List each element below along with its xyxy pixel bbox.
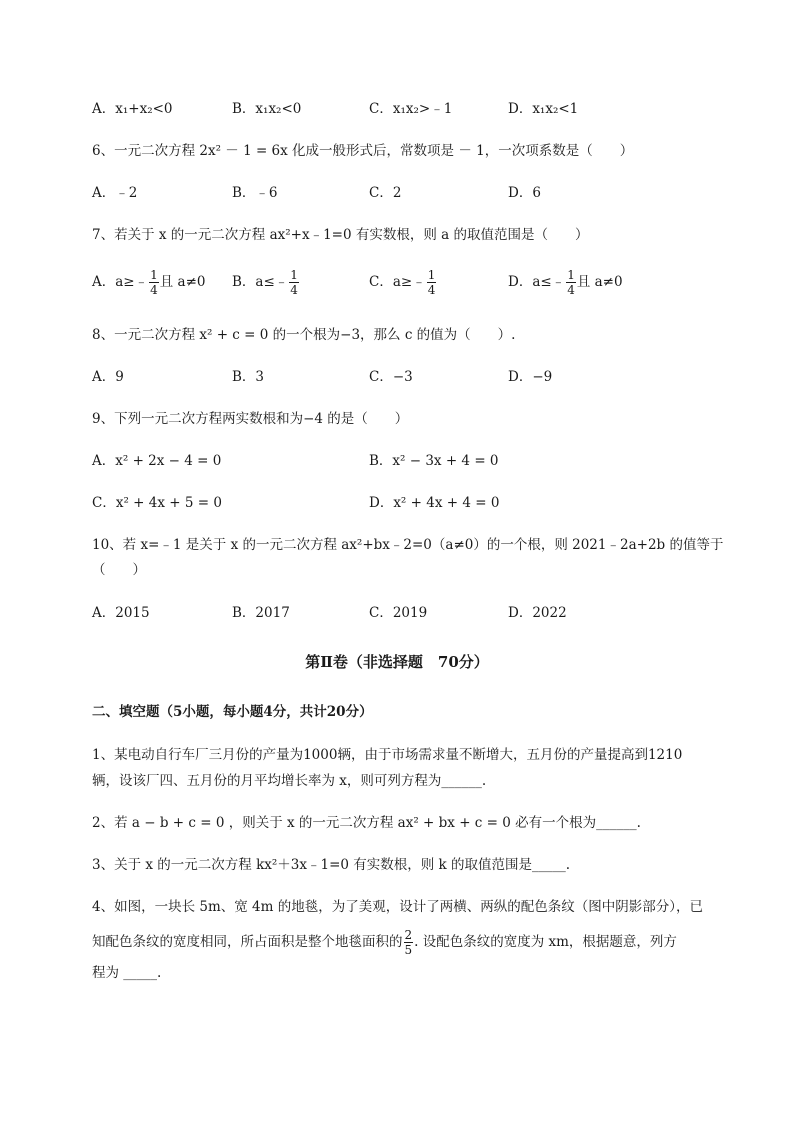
fraction: $\frac{1}{4}$ bbox=[567, 268, 575, 297]
q7-option-b bbox=[232, 268, 300, 297]
q10-option-a: A．2015 bbox=[92, 605, 150, 621]
q7-option-a-post: 且 a≠0 bbox=[159, 274, 206, 290]
q8-option-b: B．3 bbox=[232, 369, 265, 385]
q7-option-d bbox=[508, 268, 623, 297]
fill-q4-line2-pre: 知配色条纹的宽度相同，所占面积是整个地毯面积的 bbox=[92, 934, 403, 950]
q8-option-d: D．−9 bbox=[508, 369, 553, 385]
q5-option-b: B．x₁x₂<0 bbox=[232, 101, 302, 117]
fill-q3: 3、关于 x 的一元二次方程 kx²＋3x﹣1=0 有实数根，则 k 的取值范围是_____. bbox=[92, 857, 571, 873]
q8-option-a: A．9 bbox=[92, 369, 124, 385]
q7-option-b-pre: B．a≤﹣ bbox=[232, 274, 289, 290]
q10-stem-line1: 10、若 x=﹣1 是关于 x 的一元二次方程 ax²+bx﹣2=0（a≠0）的一个根，则 2021﹣2a+2b 的值等于 bbox=[92, 537, 724, 553]
fill-q4-line1: 4、如图，一块长 5m、宽 4m 的地毯，为了美观，设计了两横、两纵的配色条纹（图中阴影部分），已 bbox=[92, 899, 703, 915]
q9-option-c: C．x² + 4x + 5 = 0 bbox=[92, 495, 222, 511]
q10-option-b: B．2017 bbox=[232, 605, 290, 621]
q10-option-c: C．2019 bbox=[369, 605, 428, 621]
q6-stem: 6、一元二次方程 2x² － 1 = 6x 化成一般形式后，常数项是 － 1，一次项系数是（ ） bbox=[92, 143, 634, 159]
fraction: $\frac{1}{4}$ bbox=[427, 268, 436, 297]
fill-in-section-title: 二、填空题（5小题，每小题4分，共计20分） bbox=[92, 704, 373, 720]
fraction: $\frac{1}{4}$ bbox=[150, 268, 158, 297]
q6-option-c: C．2 bbox=[369, 185, 402, 201]
q7-option-c bbox=[369, 268, 437, 297]
q8-stem: 8、一元二次方程 x² + c = 0 的一个根为−3，那么 c 的值为（ ）. bbox=[92, 327, 516, 343]
q7-stem: 7、若关于 x 的一元二次方程 ax²+x﹣1=0 有实数根，则 a 的取值范围是（ ） bbox=[92, 227, 589, 243]
q7-option-a-pre: A．a≥﹣ bbox=[92, 274, 149, 290]
q7-option-c-pre: C．a≥﹣ bbox=[369, 274, 426, 290]
q10-stem-line2: （ ） bbox=[92, 562, 146, 578]
q10-option-d: D．2022 bbox=[508, 605, 567, 621]
fill-q1-line1: 1、某电动自行车厂三月份的产量为1000辆，由于市场需求量不断增大，五月份的产量提高到1210 bbox=[92, 747, 683, 763]
fill-q4-line3: 程为 _____. bbox=[92, 965, 162, 981]
fill-q1-line2: 辆，设该厂四、五月份的月平均增长率为 x，则可列方程为______. bbox=[92, 773, 487, 789]
q9-option-a: A．x² + 2x − 4 = 0 bbox=[92, 453, 222, 469]
q6-option-b: B．﹣6 bbox=[232, 185, 278, 201]
q8-option-c: C．−3 bbox=[369, 369, 413, 385]
fill-q4-line2 bbox=[92, 928, 677, 957]
section-ii-title: 第Ⅱ卷（非选择题 70分） bbox=[305, 653, 489, 671]
q7-option-d-pre: D．a≤﹣ bbox=[508, 274, 566, 290]
q6-option-d: D．6 bbox=[508, 185, 541, 201]
q9-option-b: B．x² − 3x + 4 = 0 bbox=[369, 453, 499, 469]
q6-option-a: A．﹣2 bbox=[92, 185, 138, 201]
q7-option-a bbox=[92, 268, 206, 297]
q9-stem: 9、下列一元二次方程两实数根和为−4 的是（ ） bbox=[92, 411, 409, 427]
q5-option-a: A．x₁+x₂<0 bbox=[92, 101, 173, 117]
q7-option-d-post: 且 a≠0 bbox=[576, 274, 623, 290]
q9-option-d: D．x² + 4x + 4 = 0 bbox=[369, 495, 500, 511]
fill-q2: 2、若 a − b + c = 0 ，则关于 x 的一元二次方程 ax² + bx + c = 0 必有一个根为______. bbox=[92, 815, 641, 831]
q5-option-d: D．x₁x₂<1 bbox=[508, 101, 579, 117]
fraction: $\frac{1}{4}$ bbox=[290, 268, 298, 297]
fraction: $\frac{2}{5}$ bbox=[404, 928, 413, 957]
q5-option-c: C．x₁x₂>﹣1 bbox=[369, 101, 453, 117]
fill-q4-line2-post: . 设配色条纹的宽度为 xm，根据题意，列方 bbox=[414, 934, 677, 950]
